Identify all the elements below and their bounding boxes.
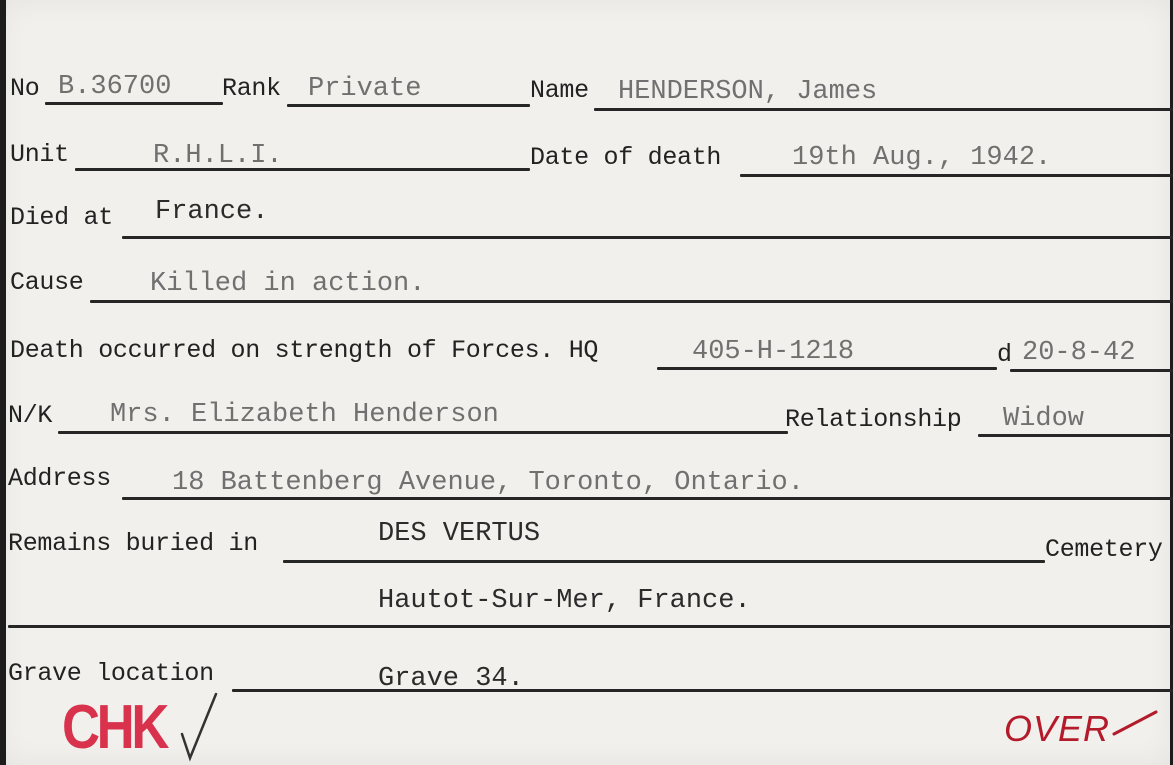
d-label: d xyxy=(997,340,1012,369)
name-line xyxy=(594,108,1173,111)
died-at-label: Died at xyxy=(10,203,113,232)
grave-value: Grave 34. xyxy=(378,664,524,694)
grave-location-label: Grave location xyxy=(8,659,214,688)
nk-label: N/K xyxy=(8,401,53,430)
name-value: HENDERSON, James xyxy=(618,77,878,107)
cemetery-line xyxy=(283,560,1045,563)
no-label: No xyxy=(10,74,40,103)
no-value: B.36700 xyxy=(58,72,172,102)
unit-label: Unit xyxy=(10,140,69,169)
chk-stamp: CHK xyxy=(62,693,166,762)
rank-line xyxy=(287,104,530,107)
relationship-line xyxy=(978,434,1173,437)
died-at-value: France. xyxy=(155,197,269,227)
relationship-label: Relationship xyxy=(785,405,962,434)
nk-line xyxy=(58,431,788,434)
cause-label: Cause xyxy=(10,268,84,297)
over-note: OVER xyxy=(1004,708,1111,749)
dash-mark-icon xyxy=(1110,708,1160,738)
cemetery-value: DES VERTUS xyxy=(378,519,541,549)
address-label: Address xyxy=(8,464,111,493)
rank-label: Rank xyxy=(222,74,281,103)
d-value: 20-8-42 xyxy=(1022,338,1136,368)
died-at-line xyxy=(122,236,1173,239)
cause-line xyxy=(90,300,1173,303)
cemetery-location-line xyxy=(8,625,1173,628)
death-occurred-label: Death occurred on strength of Forces. HQ xyxy=(10,336,599,365)
name-label: Name xyxy=(530,76,589,105)
checkmark-icon xyxy=(178,690,220,762)
relationship-value: Widow xyxy=(1003,404,1085,434)
hq-value: 405-H-1218 xyxy=(692,337,855,367)
grave-line xyxy=(232,689,1173,692)
remains-buried-in-label: Remains buried in xyxy=(8,529,258,558)
d-line xyxy=(1010,369,1173,372)
cemetery-location-value: Hautot-Sur-Mer, France. xyxy=(378,586,751,616)
date-of-death-value: 19th Aug., 1942. xyxy=(792,143,1052,173)
cemetery-label: Cemetery xyxy=(1045,535,1163,564)
card-edge-left xyxy=(0,0,6,765)
address-value: 18 Battenberg Avenue, Toronto, Ontario. xyxy=(172,468,804,498)
unit-line xyxy=(75,168,530,171)
cause-value: Killed in action. xyxy=(150,269,426,299)
nk-value: Mrs. Elizabeth Henderson xyxy=(110,400,499,430)
date-of-death-line xyxy=(740,174,1173,177)
no-line xyxy=(45,102,223,105)
rank-value: Private xyxy=(308,74,422,104)
date-of-death-label: Date of death xyxy=(530,143,722,172)
hq-line xyxy=(657,367,997,370)
unit-value: R.H.L.I. xyxy=(153,141,283,171)
